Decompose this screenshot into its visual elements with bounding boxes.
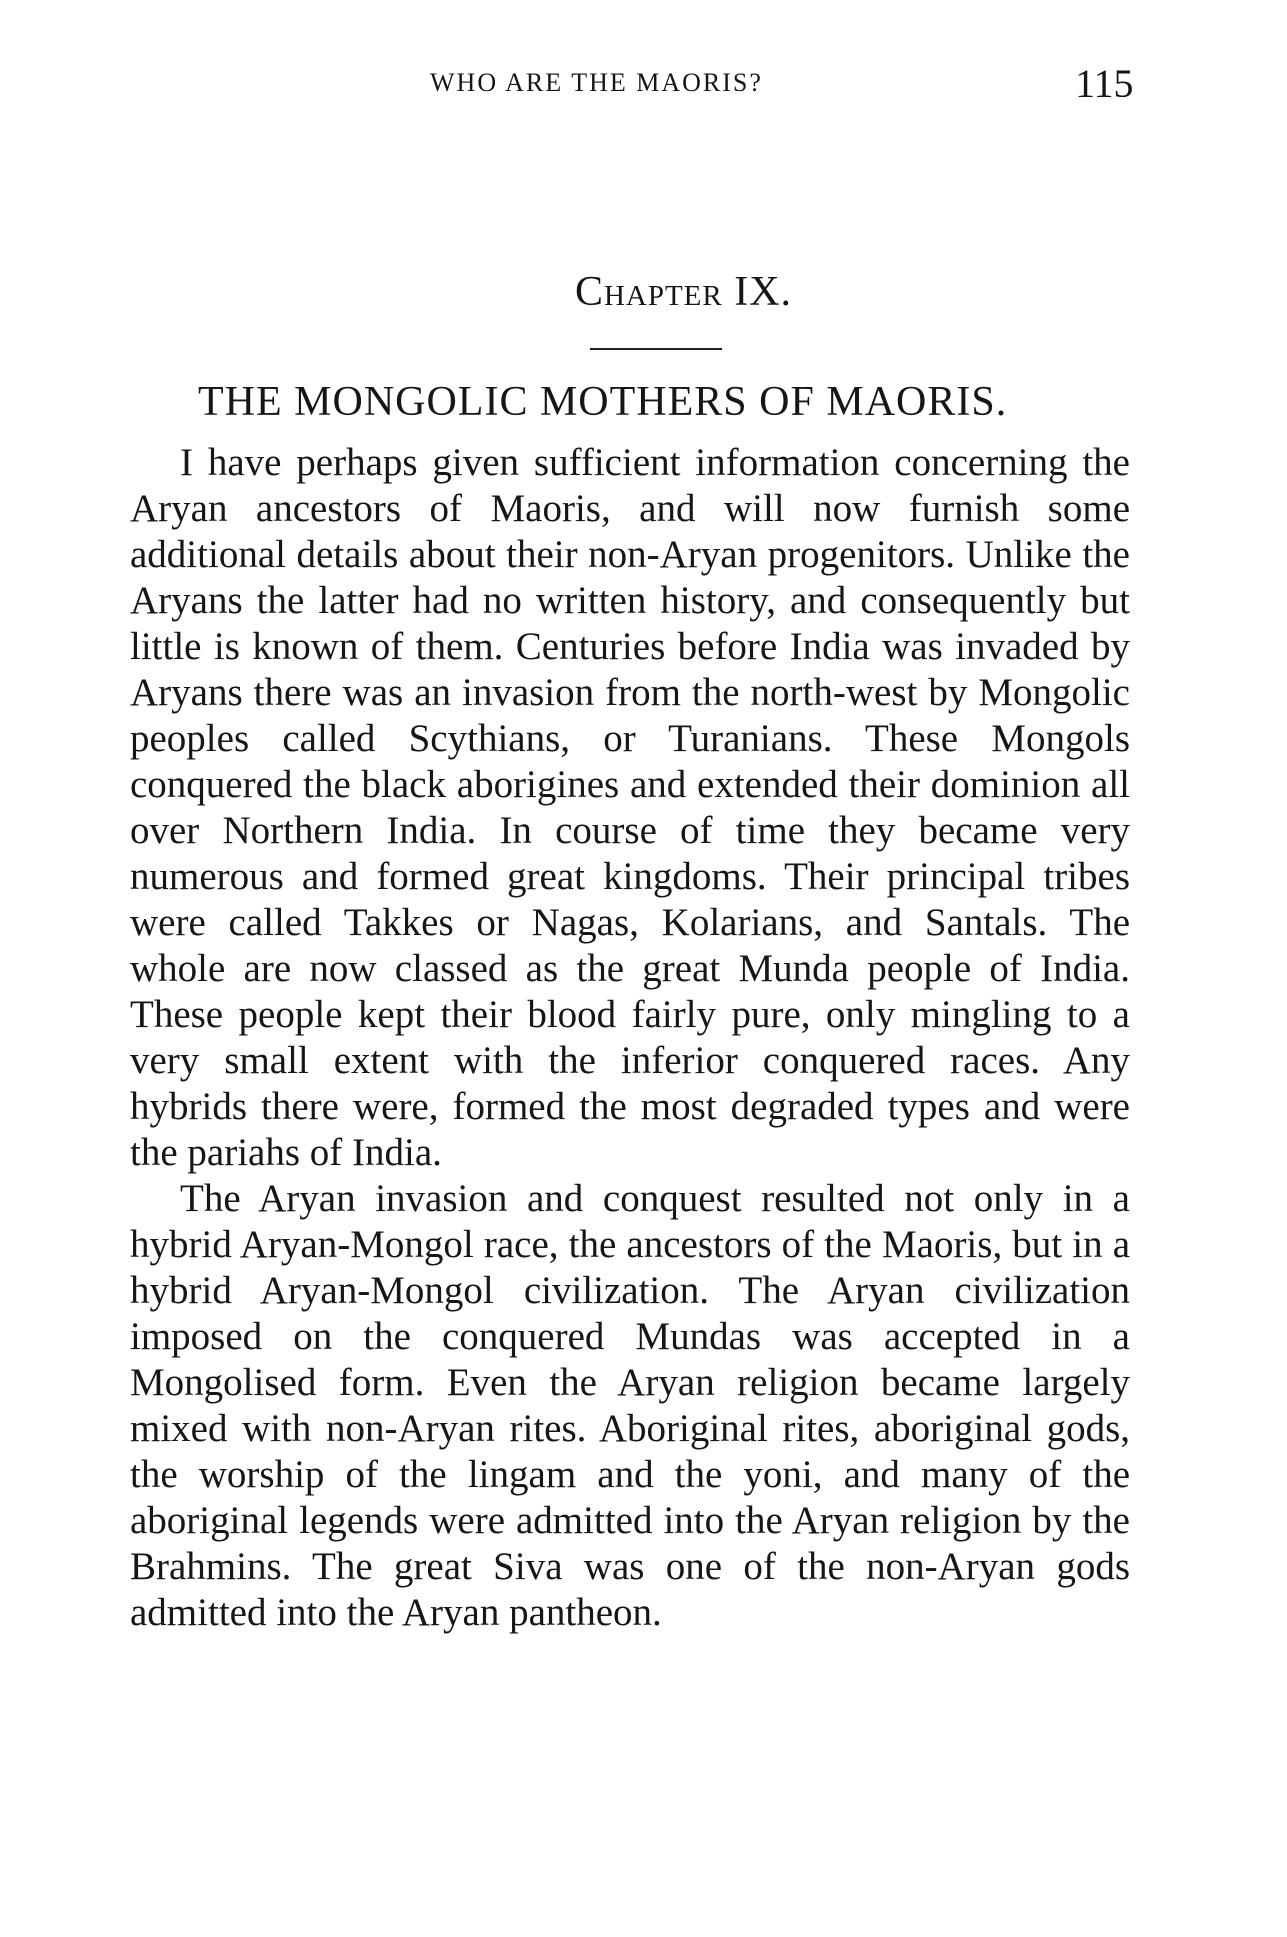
running-head: WHO ARE THE MAORIS? <box>430 68 763 97</box>
chapter-heading: Chapter IX. <box>574 269 793 315</box>
chapter-divider <box>590 348 722 350</box>
paragraph: I have perhaps given sufficient information concerning the Aryan ancestors of Maoris, and will now furnish some additional details about their non-Aryan progenitors. Unlike the Aryans the latter had no written history, and consequently but little is known of them. Centuries before India was invaded by Aryans there was an invasion from the north-west by Mongolic peoples called Scythians, or Turanians. These Mongols conquered the black aborigines and extended their dominion all over Northern India. In course of time they became very numerous and formed great kingdoms. Their principal tribes were called Takkes or Nagas, Kolarians, and Santals. The whole are now classed as the great Munda people of India. These people kept their blood fairly pure, only mingling to a very small extent with the inferior conquered races. Any hybrids there were, formed the most degraded types and were the pariahs of India. <box>130 441 1130 1174</box>
paragraph: The Aryan invasion and conquest resulted not only in a hybrid Aryan-Mongol race, the ancestors of the Maoris, but in a hybrid Aryan-Mongol civilization. The Aryan civilization imposed on the conquered Mundas was accepted in a Mongolised form. Even the Aryan religion became largely mixed with non-Aryan rites. Aboriginal rites, aboriginal gods, the worship of the lingam and the yoni, and many of the aboriginal legends were admitted into the Aryan religion by the Brahmins. The great Siva was one of the non-Aryan gods admitted into the Aryan pantheon. <box>130 1177 1130 1634</box>
page-number: 115 <box>1075 61 1134 106</box>
chapter-title: THE MONGOLIC MOTHERS OF MAORIS. <box>198 379 1008 425</box>
body-text <box>130 440 1130 1636</box>
